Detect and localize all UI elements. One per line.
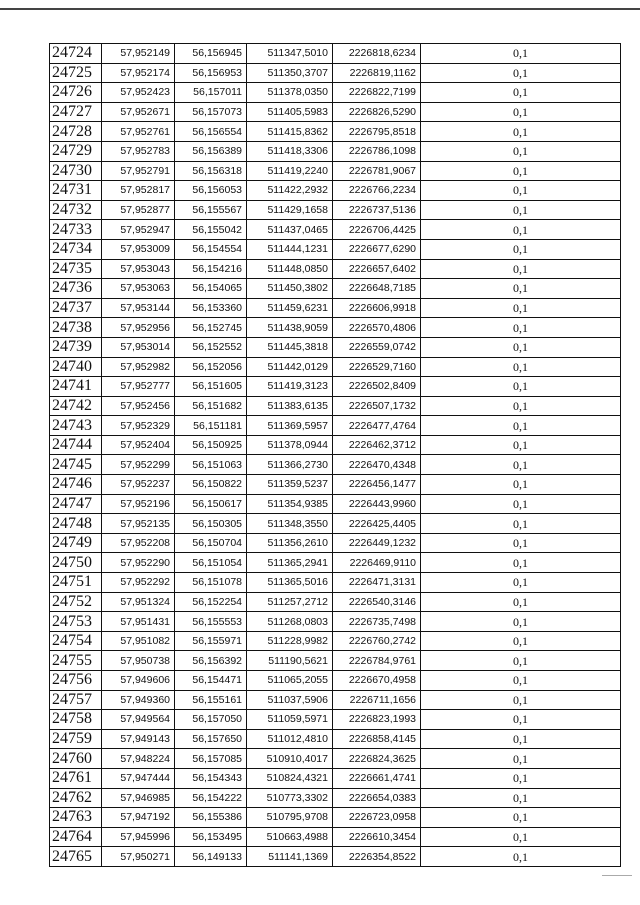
table-row [50,514,621,534]
y-coordinate-cell: 2226657,6402 [333,259,421,279]
table-row [50,200,621,220]
y-coordinate-cell: 2226819,1162 [333,63,421,83]
point-number-cell: 24734 [50,239,102,259]
longitude-cell: 56,151063 [175,455,247,475]
point-number-cell: 24752 [50,592,102,612]
longitude-cell: 56,157650 [175,729,247,749]
longitude-cell: 56,155161 [175,690,247,710]
document-page [49,43,621,867]
longitude-cell: 56,150822 [175,475,247,495]
longitude-cell: 56,152552 [175,337,247,357]
accuracy-cell: 0,1 [421,318,621,338]
x-coordinate-cell: 510824,4321 [247,768,333,788]
accuracy-cell: 0,1 [421,690,621,710]
latitude-cell: 57,952149 [102,44,175,64]
accuracy-cell: 0,1 [421,63,621,83]
latitude-cell: 57,952777 [102,377,175,397]
accuracy-cell: 0,1 [421,416,621,436]
x-coordinate-cell: 510910,4017 [247,749,333,769]
accuracy-cell: 0,1 [421,651,621,671]
y-coordinate-cell: 2226823,1993 [333,710,421,730]
x-coordinate-cell: 511444,1231 [247,239,333,259]
table-row [50,396,621,416]
x-coordinate-cell: 511037,5906 [247,690,333,710]
table-row [50,690,621,710]
longitude-cell: 56,154343 [175,768,247,788]
accuracy-cell: 0,1 [421,631,621,651]
longitude-cell: 56,155042 [175,220,247,240]
x-coordinate-cell: 511419,3123 [247,377,333,397]
point-number-cell: 24743 [50,416,102,436]
point-number-cell: 24750 [50,553,102,573]
y-coordinate-cell: 2226786,1098 [333,141,421,161]
longitude-cell: 56,152745 [175,318,247,338]
x-coordinate-cell: 511437,0465 [247,220,333,240]
point-number-cell: 24741 [50,377,102,397]
table-row [50,592,621,612]
latitude-cell: 57,947192 [102,808,175,828]
point-number-cell: 24739 [50,337,102,357]
latitude-cell: 57,949360 [102,690,175,710]
y-coordinate-cell: 2226540,3146 [333,592,421,612]
table-row [50,357,621,377]
table-row [50,533,621,553]
longitude-cell: 56,151181 [175,416,247,436]
point-number-cell: 24727 [50,102,102,122]
accuracy-cell: 0,1 [421,788,621,808]
y-coordinate-cell: 2226858,4145 [333,729,421,749]
latitude-cell: 57,952423 [102,83,175,103]
longitude-cell: 56,156389 [175,141,247,161]
point-number-cell: 24753 [50,612,102,632]
x-coordinate-cell: 511228,9982 [247,631,333,651]
x-coordinate-cell: 511347,5010 [247,44,333,64]
longitude-cell: 56,153495 [175,827,247,847]
accuracy-cell: 0,1 [421,729,621,749]
longitude-cell: 56,156318 [175,161,247,181]
accuracy-cell: 0,1 [421,102,621,122]
point-number-cell: 24728 [50,122,102,142]
y-coordinate-cell: 2226781,9067 [333,161,421,181]
y-coordinate-cell: 2226706,4425 [333,220,421,240]
longitude-cell: 56,156945 [175,44,247,64]
y-coordinate-cell: 2226737,5136 [333,200,421,220]
point-number-cell: 24724 [50,44,102,64]
y-coordinate-cell: 2226818,6234 [333,44,421,64]
latitude-cell: 57,952982 [102,357,175,377]
y-coordinate-cell: 2226529,7160 [333,357,421,377]
x-coordinate-cell: 511012,4810 [247,729,333,749]
latitude-cell: 57,952817 [102,181,175,201]
latitude-cell: 57,952174 [102,63,175,83]
accuracy-cell: 0,1 [421,435,621,455]
point-number-cell: 24756 [50,671,102,691]
latitude-cell: 57,952956 [102,318,175,338]
latitude-cell: 57,953144 [102,298,175,318]
accuracy-cell: 0,1 [421,357,621,377]
table-row [50,102,621,122]
point-number-cell: 24740 [50,357,102,377]
latitude-cell: 57,948224 [102,749,175,769]
x-coordinate-cell: 511429,1658 [247,200,333,220]
point-number-cell: 24733 [50,220,102,240]
accuracy-cell: 0,1 [421,396,621,416]
top-border-line [0,8,640,10]
y-coordinate-cell: 2226502,8409 [333,377,421,397]
x-coordinate-cell: 511445,3818 [247,337,333,357]
longitude-cell: 56,157011 [175,83,247,103]
point-number-cell: 24755 [50,651,102,671]
point-number-cell: 24725 [50,63,102,83]
latitude-cell: 57,950271 [102,847,175,867]
point-number-cell: 24729 [50,141,102,161]
latitude-cell: 57,952783 [102,141,175,161]
y-coordinate-cell: 2226477,4764 [333,416,421,436]
point-number-cell: 24731 [50,181,102,201]
table-row [50,827,621,847]
x-coordinate-cell: 511365,5016 [247,573,333,593]
point-number-cell: 24736 [50,279,102,299]
longitude-cell: 56,150925 [175,435,247,455]
longitude-cell: 56,157050 [175,710,247,730]
y-coordinate-cell: 2226456,1477 [333,475,421,495]
accuracy-cell: 0,1 [421,122,621,142]
table-row [50,122,621,142]
table-row [50,808,621,828]
y-coordinate-cell: 2226610,3454 [333,827,421,847]
accuracy-cell: 0,1 [421,612,621,632]
longitude-cell: 56,157073 [175,102,247,122]
table-row [50,494,621,514]
y-coordinate-cell: 2226766,2234 [333,181,421,201]
table-row [50,181,621,201]
x-coordinate-cell: 511418,3306 [247,141,333,161]
y-coordinate-cell: 2226723,0958 [333,808,421,828]
x-coordinate-cell: 511378,0350 [247,83,333,103]
latitude-cell: 57,952877 [102,200,175,220]
longitude-cell: 56,151605 [175,377,247,397]
point-number-cell: 24757 [50,690,102,710]
accuracy-cell: 0,1 [421,337,621,357]
x-coordinate-cell: 511438,9059 [247,318,333,338]
latitude-cell: 57,952456 [102,396,175,416]
longitude-cell: 56,151054 [175,553,247,573]
accuracy-cell: 0,1 [421,710,621,730]
table-row [50,83,621,103]
table-row [50,279,621,299]
x-coordinate-cell: 510663,4988 [247,827,333,847]
point-number-cell: 24726 [50,83,102,103]
accuracy-cell: 0,1 [421,455,621,475]
y-coordinate-cell: 2226654,0383 [333,788,421,808]
x-coordinate-cell: 511350,3707 [247,63,333,83]
table-row [50,631,621,651]
longitude-cell: 56,154065 [175,279,247,299]
latitude-cell: 57,952404 [102,435,175,455]
latitude-cell: 57,952791 [102,161,175,181]
point-number-cell: 24732 [50,200,102,220]
x-coordinate-cell: 511190,5621 [247,651,333,671]
table-row [50,612,621,632]
longitude-cell: 56,156953 [175,63,247,83]
latitude-cell: 57,952761 [102,122,175,142]
accuracy-cell: 0,1 [421,279,621,299]
latitude-cell: 57,952292 [102,573,175,593]
latitude-cell: 57,949564 [102,710,175,730]
table-row [50,141,621,161]
table-row [50,298,621,318]
table-row [50,847,621,867]
latitude-cell: 57,945996 [102,827,175,847]
accuracy-cell: 0,1 [421,671,621,691]
latitude-cell: 57,952208 [102,533,175,553]
x-coordinate-cell: 511419,2240 [247,161,333,181]
accuracy-cell: 0,1 [421,377,621,397]
table-row [50,44,621,64]
longitude-cell: 56,155553 [175,612,247,632]
table-row [50,788,621,808]
latitude-cell: 57,949606 [102,671,175,691]
x-coordinate-cell: 511448,0850 [247,259,333,279]
longitude-cell: 56,151078 [175,573,247,593]
point-number-cell: 24746 [50,475,102,495]
x-coordinate-cell: 511366,2730 [247,455,333,475]
table-row [50,416,621,436]
y-coordinate-cell: 2226648,7185 [333,279,421,299]
x-coordinate-cell: 511459,6231 [247,298,333,318]
point-number-cell: 24748 [50,514,102,534]
x-coordinate-cell: 511059,5971 [247,710,333,730]
accuracy-cell: 0,1 [421,573,621,593]
latitude-cell: 57,947444 [102,768,175,788]
latitude-cell: 57,952329 [102,416,175,436]
accuracy-cell: 0,1 [421,553,621,573]
longitude-cell: 56,149133 [175,847,247,867]
page-edge-mark [602,875,632,876]
point-number-cell: 24747 [50,494,102,514]
y-coordinate-cell: 2226354,8522 [333,847,421,867]
point-number-cell: 24730 [50,161,102,181]
latitude-cell: 57,953009 [102,239,175,259]
x-coordinate-cell: 511450,3802 [247,279,333,299]
x-coordinate-cell: 511356,2610 [247,533,333,553]
accuracy-cell: 0,1 [421,847,621,867]
y-coordinate-cell: 2226824,3625 [333,749,421,769]
latitude-cell: 57,953014 [102,337,175,357]
latitude-cell: 57,953063 [102,279,175,299]
longitude-cell: 56,155386 [175,808,247,828]
y-coordinate-cell: 2226677,6290 [333,239,421,259]
y-coordinate-cell: 2226469,9110 [333,553,421,573]
y-coordinate-cell: 2226570,4806 [333,318,421,338]
x-coordinate-cell: 511378,0944 [247,435,333,455]
x-coordinate-cell: 511268,0803 [247,612,333,632]
y-coordinate-cell: 2226462,3712 [333,435,421,455]
longitude-cell: 56,156392 [175,651,247,671]
y-coordinate-cell: 2226470,4348 [333,455,421,475]
longitude-cell: 56,150617 [175,494,247,514]
latitude-cell: 57,952947 [102,220,175,240]
x-coordinate-cell: 511422,2932 [247,181,333,201]
latitude-cell: 57,946985 [102,788,175,808]
point-number-cell: 24765 [50,847,102,867]
accuracy-cell: 0,1 [421,239,621,259]
point-number-cell: 24754 [50,631,102,651]
table-row [50,651,621,671]
y-coordinate-cell: 2226795,8518 [333,122,421,142]
longitude-cell: 56,153360 [175,298,247,318]
latitude-cell: 57,952135 [102,514,175,534]
longitude-cell: 56,151682 [175,396,247,416]
x-coordinate-cell: 511141,1369 [247,847,333,867]
longitude-cell: 56,154471 [175,671,247,691]
latitude-cell: 57,952196 [102,494,175,514]
accuracy-cell: 0,1 [421,514,621,534]
x-coordinate-cell: 511257,2712 [247,592,333,612]
latitude-cell: 57,952237 [102,475,175,495]
point-number-cell: 24745 [50,455,102,475]
longitude-cell: 56,156053 [175,181,247,201]
longitude-cell: 56,150305 [175,514,247,534]
table-row [50,220,621,240]
longitude-cell: 56,152254 [175,592,247,612]
x-coordinate-cell: 511359,5237 [247,475,333,495]
x-coordinate-cell: 511348,3550 [247,514,333,534]
x-coordinate-cell: 511415,8362 [247,122,333,142]
y-coordinate-cell: 2226449,1232 [333,533,421,553]
accuracy-cell: 0,1 [421,808,621,828]
table-row [50,749,621,769]
point-number-cell: 24737 [50,298,102,318]
point-number-cell: 24744 [50,435,102,455]
x-coordinate-cell: 510773,3302 [247,788,333,808]
table-row [50,337,621,357]
x-coordinate-cell: 511354,9385 [247,494,333,514]
longitude-cell: 56,150704 [175,533,247,553]
latitude-cell: 57,951082 [102,631,175,651]
coordinates-table [49,43,621,867]
latitude-cell: 57,952299 [102,455,175,475]
accuracy-cell: 0,1 [421,298,621,318]
y-coordinate-cell: 2226822,7199 [333,83,421,103]
table-row [50,318,621,338]
latitude-cell: 57,952290 [102,553,175,573]
accuracy-cell: 0,1 [421,161,621,181]
accuracy-cell: 0,1 [421,768,621,788]
point-number-cell: 24742 [50,396,102,416]
table-row [50,161,621,181]
latitude-cell: 57,950738 [102,651,175,671]
y-coordinate-cell: 2226735,7498 [333,612,421,632]
longitude-cell: 56,154554 [175,239,247,259]
accuracy-cell: 0,1 [421,259,621,279]
x-coordinate-cell: 511383,6135 [247,396,333,416]
accuracy-cell: 0,1 [421,749,621,769]
y-coordinate-cell: 2226711,1656 [333,690,421,710]
y-coordinate-cell: 2226559,0742 [333,337,421,357]
table-row [50,455,621,475]
longitude-cell: 56,155971 [175,631,247,651]
y-coordinate-cell: 2226670,4958 [333,671,421,691]
point-number-cell: 24735 [50,259,102,279]
point-number-cell: 24764 [50,827,102,847]
point-number-cell: 24760 [50,749,102,769]
x-coordinate-cell: 511369,5957 [247,416,333,436]
accuracy-cell: 0,1 [421,533,621,553]
table-row [50,710,621,730]
table-row [50,768,621,788]
table-row [50,553,621,573]
accuracy-cell: 0,1 [421,83,621,103]
point-number-cell: 24749 [50,533,102,553]
point-number-cell: 24761 [50,768,102,788]
y-coordinate-cell: 2226760,2742 [333,631,421,651]
x-coordinate-cell: 511405,5983 [247,102,333,122]
accuracy-cell: 0,1 [421,141,621,161]
latitude-cell: 57,949143 [102,729,175,749]
latitude-cell: 57,951324 [102,592,175,612]
y-coordinate-cell: 2226826,5290 [333,102,421,122]
accuracy-cell: 0,1 [421,494,621,514]
table-row [50,259,621,279]
table-row [50,239,621,259]
longitude-cell: 56,154216 [175,259,247,279]
latitude-cell: 57,952671 [102,102,175,122]
table-row [50,475,621,495]
table-row [50,573,621,593]
point-number-cell: 24759 [50,729,102,749]
accuracy-cell: 0,1 [421,44,621,64]
longitude-cell: 56,155567 [175,200,247,220]
table-row [50,435,621,455]
y-coordinate-cell: 2226425,4405 [333,514,421,534]
y-coordinate-cell: 2226661,4741 [333,768,421,788]
table-row [50,671,621,691]
y-coordinate-cell: 2226443,9960 [333,494,421,514]
accuracy-cell: 0,1 [421,200,621,220]
accuracy-cell: 0,1 [421,220,621,240]
point-number-cell: 24758 [50,710,102,730]
accuracy-cell: 0,1 [421,475,621,495]
accuracy-cell: 0,1 [421,181,621,201]
longitude-cell: 56,157085 [175,749,247,769]
y-coordinate-cell: 2226507,1732 [333,396,421,416]
accuracy-cell: 0,1 [421,827,621,847]
point-number-cell: 24751 [50,573,102,593]
x-coordinate-cell: 510795,9708 [247,808,333,828]
latitude-cell: 57,951431 [102,612,175,632]
coordinates-table-body [50,44,621,867]
y-coordinate-cell: 2226784,9761 [333,651,421,671]
longitude-cell: 56,156554 [175,122,247,142]
accuracy-cell: 0,1 [421,592,621,612]
longitude-cell: 56,152056 [175,357,247,377]
point-number-cell: 24763 [50,808,102,828]
latitude-cell: 57,953043 [102,259,175,279]
table-row [50,63,621,83]
y-coordinate-cell: 2226471,3131 [333,573,421,593]
x-coordinate-cell: 511365,2941 [247,553,333,573]
longitude-cell: 56,154222 [175,788,247,808]
table-row [50,729,621,749]
point-number-cell: 24762 [50,788,102,808]
table-row [50,377,621,397]
x-coordinate-cell: 511065,2055 [247,671,333,691]
x-coordinate-cell: 511442,0129 [247,357,333,377]
y-coordinate-cell: 2226606,9918 [333,298,421,318]
point-number-cell: 24738 [50,318,102,338]
